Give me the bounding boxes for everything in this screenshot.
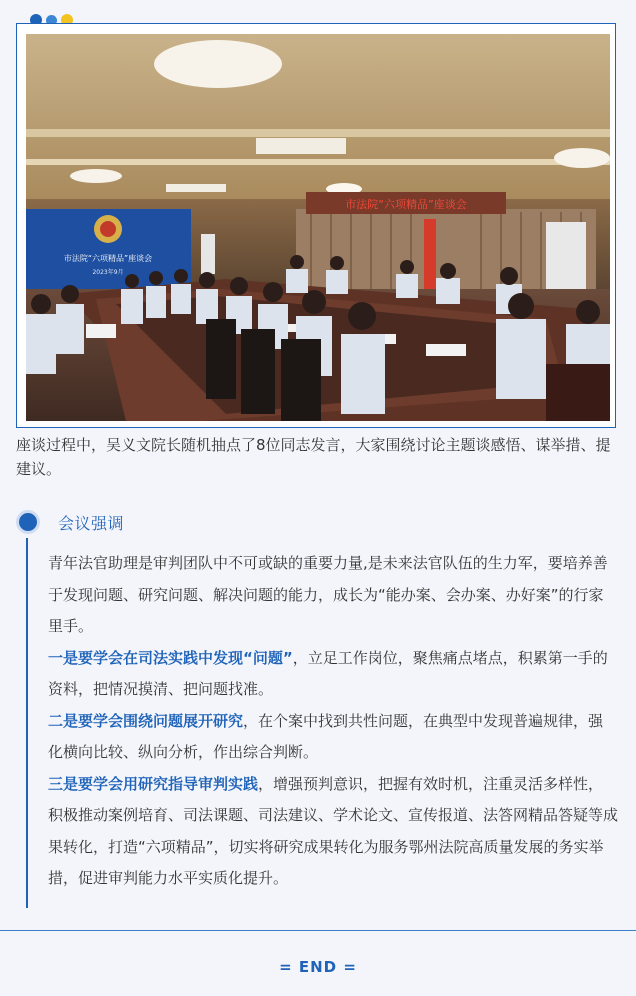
point-text: ，增强预判意识，把握有效时机，注重灵活多样性，积极推动案例培育、司法课题、司法建议、学术论文、宣传报道、法答网精品答疑等成果转化，打造“六项精品”，切实将研究成果转化为服务鄂州法院高质量发展的务实举措，促进审判能力水平实质化提升。 <box>48 774 619 887</box>
footer-divider <box>0 930 636 931</box>
section-title: 会议强调 <box>58 513 125 533</box>
intro-paragraph: 青年法官助理是审判团队中不可或缺的重要力量,是未来法官队伍的生力军，要培养善于发现问题、研究问题、解决问题的能力，成长为“能办案、会办案、办好案”的行家里手。 <box>48 554 608 635</box>
screen-text: 市法院“六项精品”座谈会 <box>63 254 153 263</box>
banner-text: 市法院“六项精品”座谈会 <box>345 198 467 211</box>
point-text: ，在个案中找到共性问题，在典型中发现普遍规律，强化横向比较、纵向分析，作出综合判断。 <box>48 711 604 761</box>
screen-subtext: 2023年9月 <box>92 269 124 276</box>
meeting-photo <box>26 34 610 421</box>
section-body <box>48 548 618 895</box>
section-header <box>16 510 124 534</box>
photo-caption: 座谈过程中，吴义文院长随机抽点了8位同志发言，大家围绕讨论主题谈感悟、谋举措、提建议。 <box>16 436 611 478</box>
point-paragraph-1 <box>48 643 618 706</box>
point-paragraph-3 <box>48 769 618 895</box>
point-lead: 三是要学会用研究指导审判实践 <box>48 774 259 793</box>
point-paragraph-2 <box>48 706 618 769</box>
point-lead: 一是要学会在司法实践中发现“问题” <box>48 648 293 667</box>
section-bullet-icon <box>16 510 40 534</box>
photo-frame <box>16 23 616 428</box>
point-text: ，立足工作岗位，聚焦痛点堵点，积累第一手的资料，把情况摸清、把问题找准。 <box>48 648 608 698</box>
end-label: = END = <box>279 958 357 976</box>
section-rail <box>26 538 28 908</box>
point-lead: 二是要学会围绕问题展开研究 <box>48 711 244 730</box>
